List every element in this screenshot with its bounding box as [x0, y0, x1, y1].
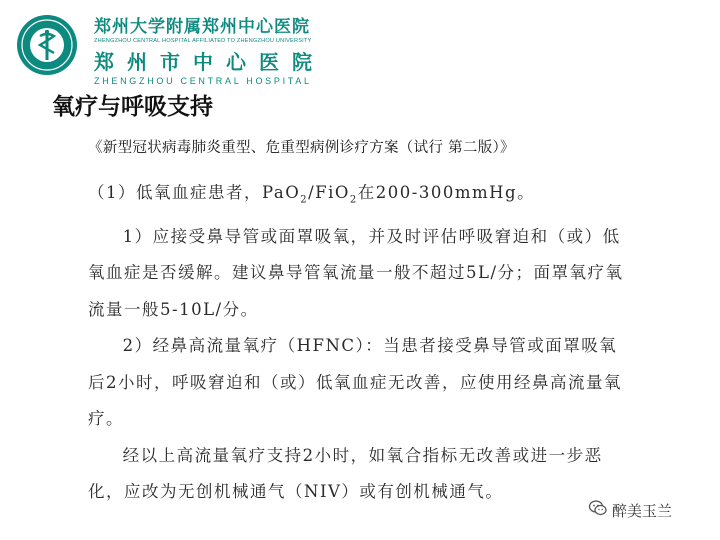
- slide-body: [88, 175, 633, 511]
- wechat-icon: [588, 498, 608, 522]
- paragraph-4: 经以上高流量氧疗支持2小时，如氧合指标无改善或进一步恶化，应改为无创机械通气（NIV）或有创机械通气。: [88, 445, 603, 502]
- hospital-name-cn: 郑州市中心医院: [94, 50, 325, 74]
- slide-subtitle: 《新型冠状病毒肺炎重型、危重型病例诊疗方案（试行 第二版）》: [88, 140, 515, 156]
- para1-mid: /FiO: [308, 183, 350, 202]
- paragraph-3: 2）经鼻高流量氧疗（HFNC）：当患者接受鼻导管或面罩吸氧后2小时，呼吸窘迫和（或）低氧血症无改善，应使用经鼻高流量氧疗。: [88, 336, 622, 429]
- para1-prefix: （1）低氧血症患者，PaO: [88, 183, 301, 202]
- para1-subscript-2: 2: [349, 194, 358, 206]
- hospital-name-en: ZHENGZHOU CENTRAL HOSPITAL: [94, 76, 312, 86]
- hospital-emblem-icon: [16, 14, 78, 76]
- hospital-name-en-affiliated: ZHENGZHOU CENTRAL HOSPITAL AFFILIATED TO ZHENGZHOU UNIVERSITY: [94, 38, 312, 44]
- hospital-name-cn-affiliated: 郑州大学附属郑州中心医院: [94, 17, 310, 37]
- paragraph-1: [88, 175, 633, 219]
- para1-subscript-1: 2: [300, 194, 309, 206]
- paragraph-2: 1）应接受鼻导管或面罩吸氧，并及时评估呼吸窘迫和（或）低氧血症是否缓解。建议鼻导管氧流量一般不超过5L/分；面罩氧疗氧流量一般5-10L/分。: [88, 226, 624, 319]
- watermark: [588, 498, 672, 522]
- hospital-header: [94, 12, 324, 86]
- para1-suffix: 在200-300mmHg。: [357, 183, 536, 202]
- slide-title: 氧疗与呼吸支持: [52, 94, 213, 120]
- watermark-text: 醉美玉兰: [612, 501, 673, 520]
